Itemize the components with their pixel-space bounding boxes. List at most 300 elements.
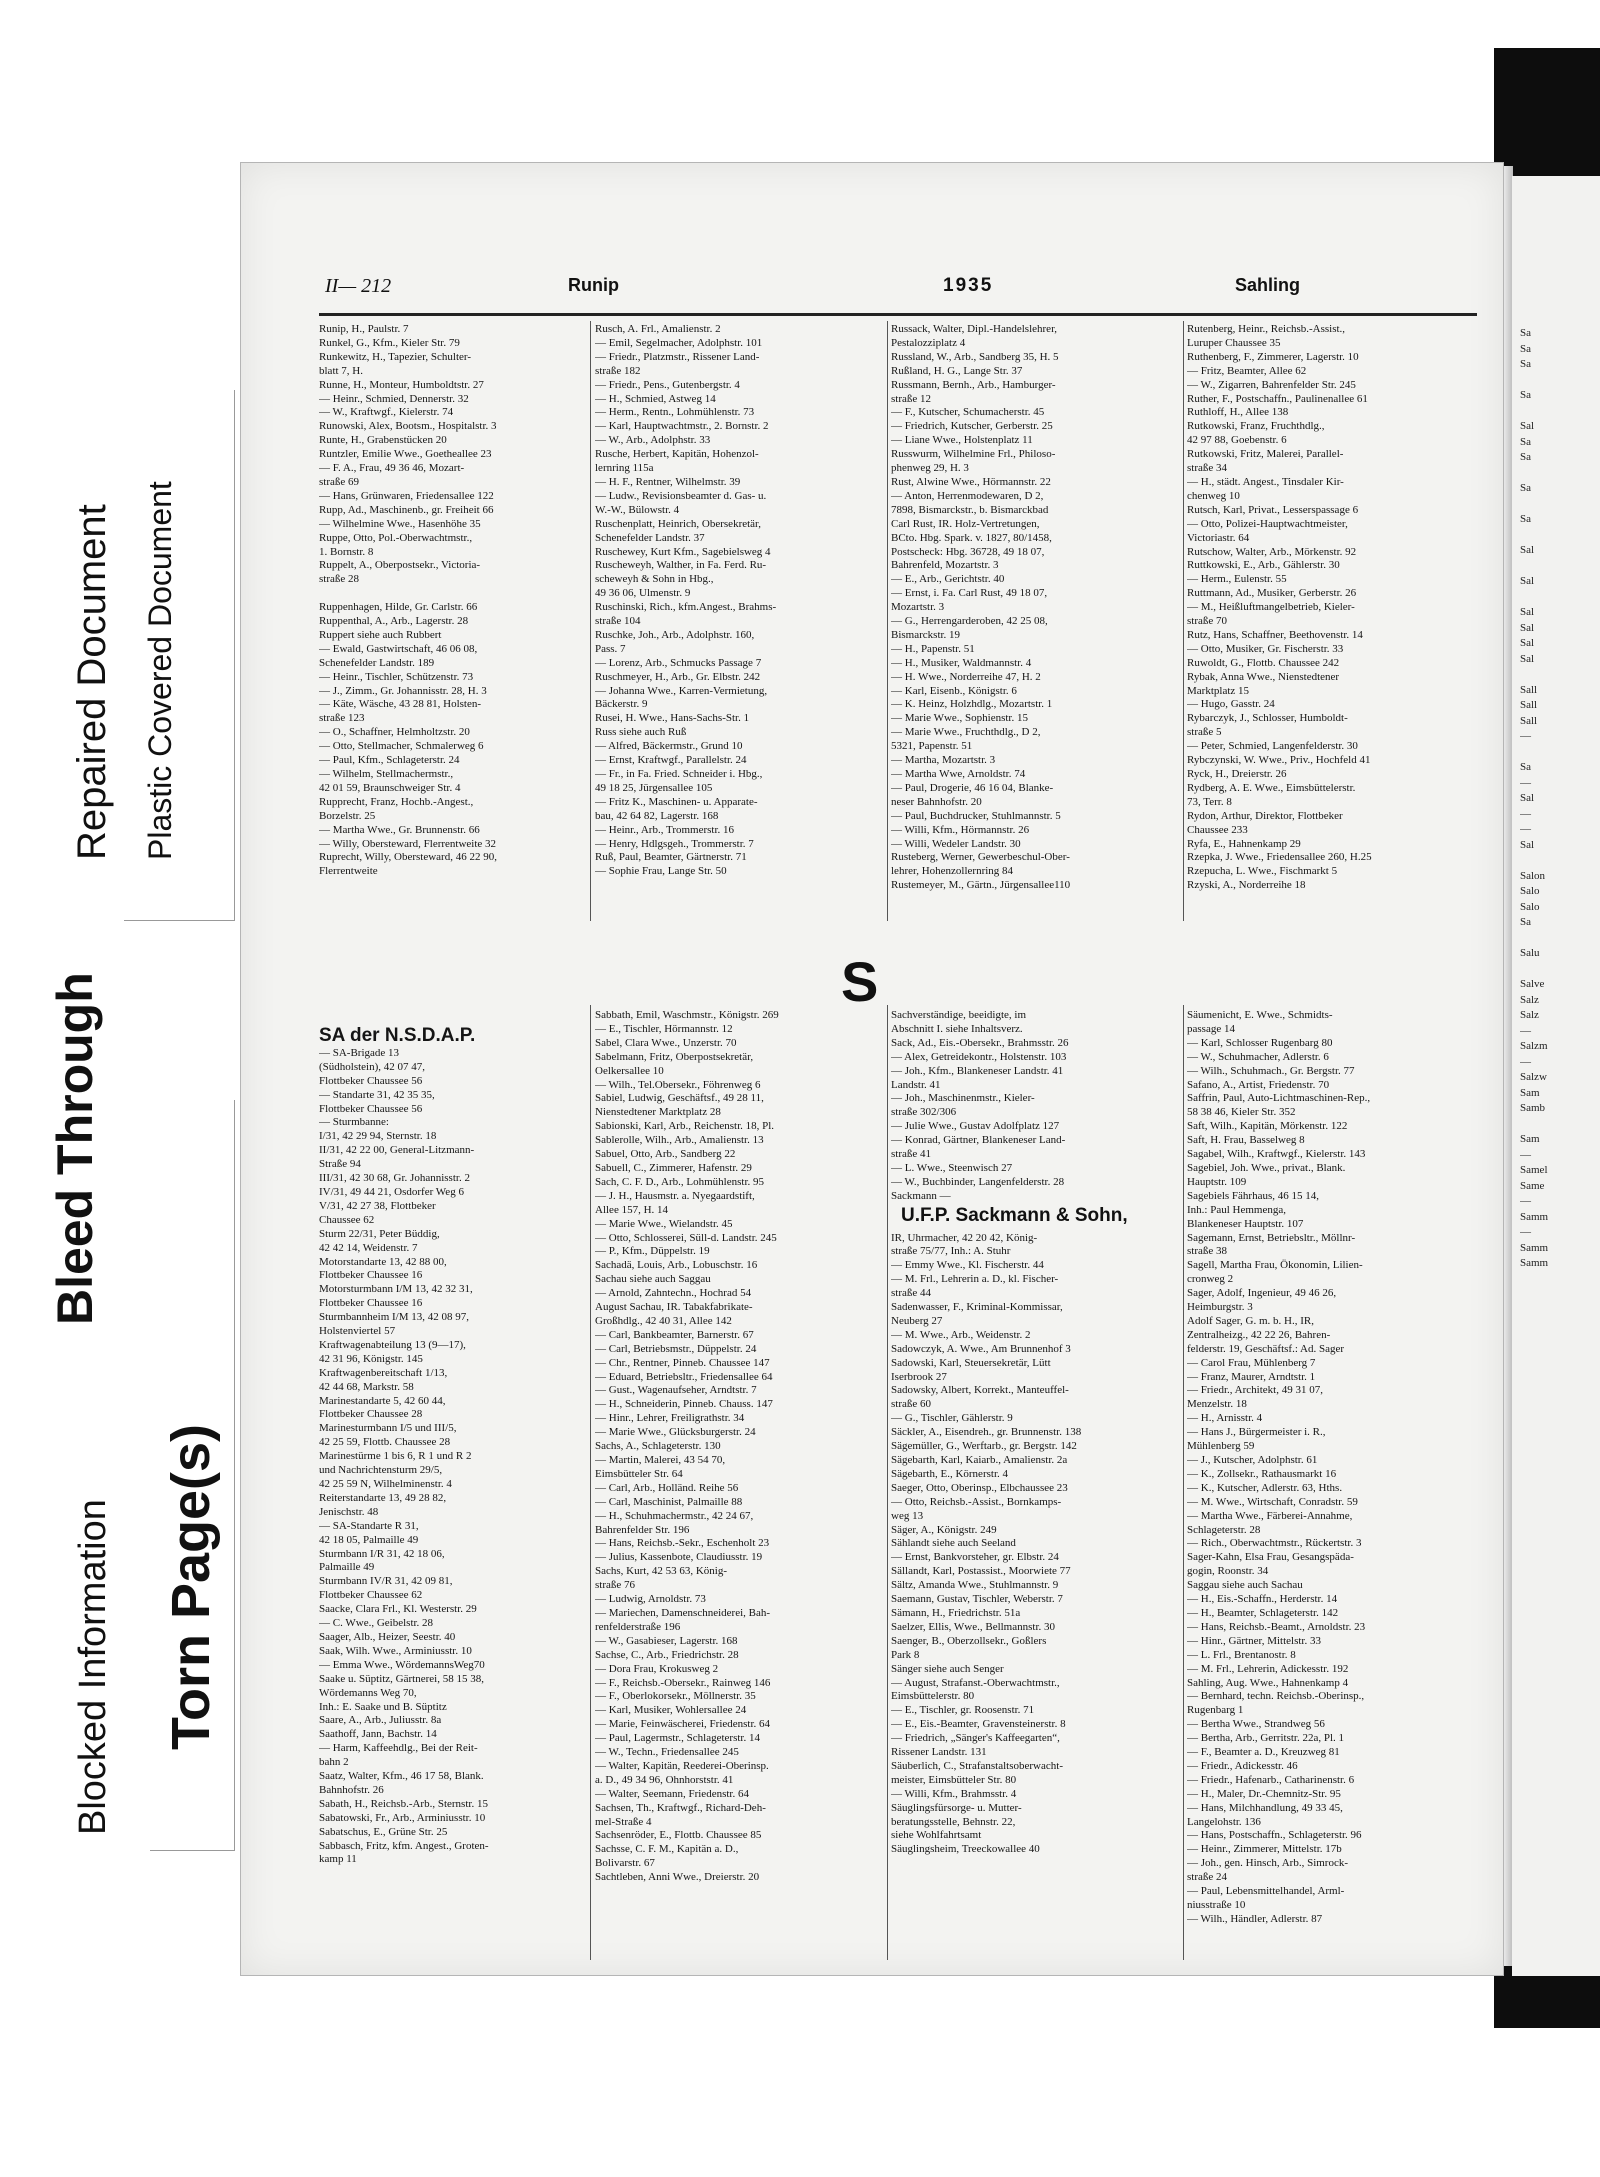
directory-entry: straße 34 [1187, 462, 1228, 475]
directory-entry: Sachs, A., Schlageterstr. 130 [595, 1440, 721, 1453]
directory-entry: Sager, Adolf, Ingenieur, 49 46 26, [1187, 1287, 1337, 1300]
directory-entry: Sa [1520, 327, 1531, 339]
directory-entry: Kraftwagenbereitschaft 1/13, [319, 1366, 448, 1379]
directory-entry: lernring 115a [595, 462, 654, 475]
directory-entry: — Wilhelm, Stellmachermstr., [319, 768, 454, 780]
directory-entry: Rust, Alwine Wwe., Hörmannstr. 22 [891, 475, 1051, 488]
directory-entry: IR, Uhrmacher, 42 20 42, König- [891, 1231, 1038, 1244]
directory-entry: — Willy, Obersteward, Flerrentweite 32 [319, 837, 497, 850]
directory-entry: Sabbasch, Fritz, kfm. Angest., Groten- [319, 1839, 489, 1852]
directory-entry: Sabel, Clara Wwe., Unzerstr. 70 [595, 1036, 737, 1049]
directory-entry: Menzelstr. 18 [1187, 1398, 1247, 1411]
directory-entry: Chaussee 233 [1187, 823, 1248, 836]
directory-entry: Saggau siehe auch Sachau [1187, 1579, 1303, 1592]
directory-entry: straße 24 [1187, 1871, 1228, 1884]
directory-entry: Sadenwasser, F., Kriminal-Kommissar, [891, 1301, 1063, 1314]
directory-entry: 1. Bornstr. 8 [319, 545, 374, 558]
directory-entry: Rutz, Hans, Schaffner, Beethovenstr. 14 [1187, 628, 1363, 641]
directory-entry: Bahnhofstr. 26 [319, 1783, 384, 1796]
directory-entry: — G., Tischler, Gählerstr. 9 [891, 1412, 1013, 1425]
directory-entry: — Otto, Stellmacher, Schmalerweg 6 [319, 740, 484, 753]
directory-entry: Sal [1520, 838, 1535, 851]
directory-entry: Ruppe, Otto, Pol.-Oberwachtmstr., [319, 531, 473, 544]
directory-entry: Ryck, H., Dreierstr. 26 [1187, 768, 1287, 780]
directory-entry: Sachau siehe auch Saggau [595, 1273, 711, 1286]
header-first-word: Runip [568, 275, 619, 295]
directory-entry: — Anton, Herrenmodewaren, D 2, [891, 489, 1044, 502]
directory-entry: Russwurm, Wilhelmine Frl., Philoso- [891, 448, 1056, 461]
directory-entry: Sal [1520, 652, 1535, 665]
directory-entry: — Ernst, Kraftwgf., Parallelstr. 24 [595, 754, 747, 767]
directory-entry: — Karl, Schlosser Rugenbarg 80 [1187, 1036, 1333, 1049]
directory-entry: — Eduard, Betriebsltr., Friedensallee 64 [595, 1370, 773, 1383]
directory-entry: Abschnitt I. siehe Inhaltsverz. [891, 1022, 1023, 1035]
directory-entry: Sällandt, Karl, Postassist., Moorwiete 77 [891, 1565, 1071, 1578]
directory-entry: — W., Buchbinder, Langenfelderstr. 28 [891, 1175, 1065, 1188]
directory-entry [1520, 853, 1600, 869]
directory-entry: straße 76 [595, 1579, 636, 1592]
directory-entry: Borzelstr. 25 [319, 809, 376, 822]
directory-entry: — Hinr., Gärtner, Mittelstr. 33 [1187, 1634, 1321, 1647]
directory-entry: — Walter, Seemann, Friedenstr. 64 [595, 1787, 749, 1800]
directory-entry: — Otto, Musiker, Gr. Fischerstr. 33 [1187, 642, 1344, 655]
directory-entry: Sagemann, Ernst, Betriebsltr., Möllnr- [1187, 1231, 1356, 1244]
directory-entry: 7898, Bismarckstr., b. Bismarckbad [891, 503, 1049, 516]
directory-entry: — E., Tischler, gr. Roosenstr. 71 [891, 1704, 1035, 1717]
directory-entry: — Karl, Hauptwachtmstr., 2. Bornstr. 2 [595, 420, 769, 433]
directory-entry: Ruscheweyh, Walther, in Fa. Ferd. Ru- [595, 559, 767, 572]
directory-entry: Nienstedtener Marktplatz 28 [595, 1106, 721, 1119]
directory-entry: Reiterstandarte 13, 49 28 82, [319, 1491, 447, 1504]
directory-entry: — W., Gasabieser, Lagerstr. 168 [595, 1634, 738, 1647]
directory-entry: Pestalozziplatz 4 [891, 336, 966, 349]
directory-entry: Sachs, Kurt, 42 53 63, König- [595, 1565, 727, 1578]
directory-entry: Sänger siehe auch Senger [891, 1662, 1004, 1675]
directory-entry: Sa [1520, 451, 1531, 463]
directory-entry: — Chr., Rentner, Pinneb. Chaussee 147 [595, 1356, 770, 1369]
directory-entry: — F., Reichsb.-Obersekr., Rainweg 146 [595, 1676, 771, 1689]
directory-entry: — H., Maler, Dr.-Chemnitz-Str. 95 [1187, 1787, 1341, 1800]
directory-entry: Rybarczyk, J., Schlosser, Humboldt- [1187, 712, 1348, 725]
directory-entry: — Bernhard, techn. Reichsb.-Oberinsp., [1187, 1690, 1365, 1703]
directory-entry: — Fr., in Fa. Fried. Schneider i. Hbg., [595, 768, 763, 780]
directory-entry: — W., Zigarren, Bahrenfelder Str. 245 [1187, 378, 1356, 391]
directory-entry: Ruttkowski, E., Arb., Gählerstr. 30 [1187, 559, 1340, 572]
directory-entry: — SA-Brigade 13 [319, 1046, 400, 1059]
directory-entry: — Mariechen, Damenschneiderei, Bah- [595, 1606, 771, 1619]
directory-entry: Sam [1520, 1133, 1540, 1145]
directory-entry: Rydberg, A. E. Wwe., Eimsbüttelerstr. [1187, 781, 1356, 794]
directory-entry: Sägebarth, Karl, Kaiarb., Amalienstr. 2a [891, 1454, 1068, 1466]
directory-entry: Großhdlg., 42 40 31, Allee 142 [595, 1314, 732, 1327]
directory-entry [1520, 590, 1600, 606]
directory-entry: Oelkersallee 10 [595, 1064, 664, 1077]
directory-entry: Salzw [1520, 1071, 1547, 1083]
directory-entry: — Herm., Eulenstr. 55 [1187, 573, 1287, 586]
directory-entry: Runkel, G., Kfm., Kieler Str. 79 [319, 336, 460, 349]
page-number: II— 212 [325, 275, 392, 297]
directory-entry: chenweg 10 [1187, 489, 1240, 502]
directory-entry: — Friedr., Platzmstr., Rissener Land- [595, 350, 760, 363]
directory-entry: — E., Eis.-Beamter, Gravensteinerstr. 8 [891, 1718, 1066, 1731]
directory-entry: — H. Wwe., Norderreihe 47, H. 2 [891, 670, 1041, 683]
directory-entry: bau, 42 64 82, Lagerstr. 168 [595, 809, 719, 822]
directory-entry: Sturm 22/31, Peter Büddig, [319, 1227, 440, 1240]
directory-entry: Rupprecht, Franz, Hochb.-Angest., [319, 795, 474, 808]
directory-entry: Neuberg 27 [891, 1314, 943, 1327]
directory-entry: Flottbeker Chaussee 62 [319, 1589, 423, 1602]
directory-entry: — Friedr., Hafenarb., Catharinenstr. 6 [1187, 1773, 1355, 1786]
directory-entry: a. D., 49 34 96, Ohnhorststr. 41 [595, 1773, 734, 1786]
directory-entry: — W., Arb., Adolphstr. 33 [595, 434, 711, 447]
bottom-column-1-entries [319, 1047, 587, 1867]
directory-entry: — Peter, Schmied, Langenfelderstr. 30 [1187, 740, 1358, 753]
directory-entry: Rydon, Arthur, Direktor, Flottbeker [1187, 809, 1343, 822]
label-bleed-through: Bleed Through [47, 972, 103, 1325]
directory-entry: straße 302/306 [891, 1106, 957, 1119]
directory-entry: renfelderstraße 196 [595, 1620, 681, 1633]
directory-entry: — Bertha Wwe., Strandweg 56 [1187, 1718, 1325, 1731]
directory-entry: Ruprecht, Willy, Obersteward, 46 22 90, [319, 851, 497, 864]
directory-entry: — H., städt. Angest., Tinsdaler Kir- [1187, 475, 1344, 488]
directory-entry: Samel [1520, 1164, 1548, 1176]
directory-entry: Sabath, H., Reichsb.-Arb., Sternstr. 15 [319, 1797, 488, 1810]
directory-entry: felderstr. 19, Geschäftsf.: Ad. Sager [1187, 1342, 1345, 1355]
directory-entry: Sa [1520, 761, 1531, 773]
directory-entry: — Emma Wwe., WördemannsWeg70 [319, 1658, 485, 1671]
directory-entry: Sadowczyk, A. Wwe., Am Brunnenhof 3 [891, 1342, 1071, 1355]
directory-entry: Ruschewey, Kurt Kfm., Sagebielsweg 4 [595, 545, 771, 558]
directory-entry: — Paul, Lebensmittelhandel, Arml- [1187, 1885, 1345, 1898]
directory-entry: Bahrenfelder Str. 196 [595, 1523, 690, 1536]
directory-entry: — M., Heißluftmangelbetrieb, Kieler- [1187, 601, 1355, 614]
directory-entry: — Wilh., Tel.Obersekr., Föhrenweg 6 [595, 1078, 761, 1091]
directory-entry: — Willi, Wedeler Landstr. 30 [891, 837, 1021, 850]
directory-entry: kamp 11 [319, 1853, 357, 1866]
directory-entry: Flottbeker Chaussee 28 [319, 1408, 423, 1421]
directory-entry: Salz [1520, 993, 1539, 1006]
directory-entry: Sabiel, Ludwig, Geschäftsf., 49 28 11, [595, 1092, 764, 1105]
directory-entry: — Paul, Kfm., Schlageterstr. 24 [319, 754, 460, 767]
label-torn-pages: Torn Page(s) [161, 1423, 221, 1750]
directory-entry: Ruschinski, Rich., kfm.Angest., Brahms- [595, 601, 777, 614]
directory-entry: Rustemeyer, M., Gärtn., Jürgensallee110 [891, 879, 1071, 892]
header-rule [319, 313, 1477, 316]
directory-entry: 42 97 88, Goebenstr. 6 [1187, 434, 1287, 447]
header-last-word: Sahling [1235, 275, 1301, 295]
directory-entry: Sam [1520, 1086, 1540, 1099]
directory-entry: Marinesturmbann I/5 und III/5, [319, 1422, 457, 1435]
directory-entry: Sachsenröder, E., Flottb. Chaussee 85 [595, 1829, 762, 1842]
directory-entry: Sal [1520, 606, 1535, 618]
directory-entry: — Sturmbanne: [319, 1116, 389, 1129]
bottom-column-1 [319, 1025, 587, 1867]
directory-entry: — Karl, Eisenb., Königstr. 6 [891, 684, 1017, 697]
directory-entry: — [1520, 730, 1531, 742]
directory-entry: Inh.: E. Saake und B. Süptitz [319, 1700, 447, 1713]
directory-entry: Sachsse, C. F. M., Kapitän a. D., [595, 1843, 739, 1856]
directory-entry: Ruschke, Joh., Arb., Adolphstr. 160, [595, 628, 755, 641]
directory-entry: — [1520, 1195, 1531, 1207]
directory-entry: — G., Herrengarderoben, 42 25 08, [891, 615, 1048, 628]
top-column-1 [319, 323, 587, 879]
directory-entry: — Liane Wwe., Holstenplatz 11 [891, 434, 1033, 447]
directory-entry: Saacke, Clara Frl., Kl. Westerstr. 29 [319, 1603, 477, 1616]
directory-entry: Runtzler, Emilie Wwe., Goetheallee 23 [319, 448, 492, 461]
directory-entry: passage 14 [1187, 1022, 1235, 1035]
directory-entry: Flottbeker Chaussee 56 [319, 1074, 423, 1087]
directory-entry: Rutschow, Walter, Arb., Mörkenstr. 92 [1187, 545, 1357, 558]
directory-entry: — Fritz K., Maschinen- u. Apparate- [595, 795, 758, 808]
label-repaired-document: Repaired Document [70, 504, 114, 860]
sa-heading: SA der N.S.D.A.P. [319, 1025, 476, 1046]
directory-entry: Sturmbannheim I/M 13, 42 08 97, [319, 1311, 470, 1324]
directory-entry: — Heinr., Zimmerer, Mittelstr. 17b [1187, 1843, 1342, 1856]
directory-entry: — Ludw., Revisionsbeamter d. Gas- u. [595, 489, 767, 502]
directory-entry: Sall [1520, 683, 1538, 696]
directory-entry: — F. A., Frau, 49 36 46, Mozart- [319, 462, 465, 475]
directory-entry: Rutsch, Karl, Privat., Lesserspassage 6 [1187, 503, 1359, 516]
directory-entry: Sachadä, Louis, Arb., Lobuschstr. 16 [595, 1259, 758, 1272]
directory-entry: — W., Schuhmacher, Adlerstr. 6 [1187, 1050, 1329, 1063]
directory-entry: — Martha Wwe., Färberei-Annahme, [1187, 1509, 1353, 1522]
directory-entry: — K., Kutscher, Adlerstr. 63, Hths. [1187, 1481, 1343, 1494]
directory-entry: lehrer, Hohenzollernring 84 [891, 865, 1014, 878]
section-letter: S [841, 950, 879, 1013]
directory-entry: straße 28 [319, 573, 360, 586]
directory-entry: — Wilh., Händler, Adlerstr. 87 [1187, 1912, 1323, 1925]
directory-entry: — Carl, Betriebsmstr., Düppelstr. 24 [595, 1342, 757, 1355]
directory-entry: — Konrad, Gärtner, Blankeneser Land- [891, 1134, 1066, 1147]
directory-entry: Russack, Walter, Dipl.-Handelslehrer, [891, 323, 1058, 335]
directory-entry: I/31, 42 29 94, Sternstr. 18 [319, 1130, 437, 1143]
directory-entry: blatt 7, H. [319, 364, 363, 377]
column-divider [590, 1005, 591, 1960]
directory-entry: weg 13 [891, 1509, 924, 1522]
directory-entry: Sabatowski, Fr., Arb., Arminiusstr. 10 [319, 1811, 486, 1824]
directory-entry: — M. Frl., Lehrerin, Adickesstr. 192 [1187, 1662, 1349, 1675]
directory-entry: — Hinr., Lehrer, Freiligrathstr. 34 [595, 1412, 745, 1425]
directory-entry: — Hugo, Gasstr. 24 [1187, 698, 1275, 711]
directory-entry: Safano, A., Artist, Friedenstr. 70 [1187, 1078, 1330, 1091]
directory-entry: — M. Wwe., Wirtschaft, Conradstr. 59 [1187, 1495, 1358, 1508]
directory-entry: Ruppelt, A., Oberpostsekr., Victoria- [319, 559, 481, 572]
directory-entry: III/31, 42 30 68, Gr. Johannisstr. 2 [319, 1172, 470, 1185]
directory-entry: Runowski, Alex, Bootsm., Hospitalstr. 3 [319, 420, 497, 433]
directory-entry: Sadowsky, Albert, Korrekt., Manteuffel- [891, 1384, 1069, 1397]
directory-entry: meister, Eimsbütteler Str. 80 [891, 1773, 1017, 1786]
directory-entry: — Rich., Oberwachtmstr., Rückertstr. 3 [1187, 1537, 1362, 1550]
directory-entry: Ruthloff, H., Allee 138 [1187, 406, 1289, 419]
directory-entry: — [1520, 1024, 1531, 1037]
directory-entry: Schenefelder Landstr. 189 [319, 656, 435, 669]
directory-page [240, 162, 1504, 1976]
header-year: 1935 [943, 275, 994, 296]
directory-entry: — W., Kraftwgf., Kielerstr. 74 [319, 406, 454, 419]
directory-entry: — Dora Frau, Krokusweg 2 [595, 1662, 719, 1675]
directory-entry: Säuglingsheim, Treeckowallee 40 [891, 1843, 1040, 1856]
directory-entry [1520, 466, 1600, 482]
directory-entry: straße 69 [319, 475, 360, 488]
directory-entry: — H. F., Rentner, Wilhelmstr. 39 [595, 475, 741, 488]
directory-entry [1520, 497, 1600, 513]
directory-entry: — Paul, Lagermstr., Schlageterstr. 14 [595, 1732, 760, 1745]
directory-entry: Sagebiel, Joh. Wwe., privat., Blank. [1187, 1161, 1346, 1174]
directory-entry: scheweyh & Sohn in Hbg., [595, 573, 714, 586]
directory-entry: straße 123 [319, 712, 365, 725]
directory-entry: straße 44 [891, 1287, 932, 1300]
directory-entry: 58 38 46, Kieler Str. 352 [1187, 1106, 1296, 1119]
directory-entry: Sack, Ad., Eis.-Obersekr., Brahmsstr. 26 [891, 1036, 1069, 1049]
directory-entry: Samm [1520, 1241, 1549, 1254]
directory-entry: — L. Wwe., Steenwisch 27 [891, 1161, 1013, 1174]
directory-entry: Saak, Wilh. Wwe., Arminiusstr. 10 [319, 1644, 472, 1657]
directory-entry: Samb [1520, 1102, 1546, 1114]
directory-entry: — Julie Wwe., Gustav Adolfplatz 127 [891, 1120, 1060, 1133]
directory-entry: Park 8 [891, 1648, 920, 1661]
directory-entry: Sal [1520, 637, 1535, 649]
directory-entry: Salo [1520, 900, 1540, 913]
directory-entry: — [1520, 823, 1531, 835]
directory-entry: — H., Schneiderin, Pinneb. Chauss. 147 [595, 1398, 773, 1411]
directory-entry: Ruther, F., Postschaffn., Paulinenallee 61 [1187, 392, 1368, 405]
directory-entry: Bismarckstr. 19 [891, 628, 961, 641]
directory-entry: — Johanna Wwe., Karren-Vermietung, [595, 684, 768, 697]
directory-entry: gogin, Roonstr. 34 [1187, 1565, 1269, 1578]
directory-entry: Eimsbütteler Str. 64 [595, 1467, 683, 1480]
directory-entry: Russmann, Bernh., Arb., Hamburger- [891, 378, 1056, 391]
directory-entry: Runne, H., Monteur, Humboldtstr. 27 [319, 378, 484, 391]
directory-entry: — Standarte 31, 42 35 35, [319, 1088, 435, 1101]
directory-entry: Mühlenberg 59 [1187, 1440, 1255, 1453]
directory-entry: Sachtleben, Anni Wwe., Dreierstr. 20 [595, 1871, 760, 1884]
directory-entry: — Martha Wwe., Gr. Brunnenstr. 66 [319, 823, 480, 836]
directory-entry: — W., Techn., Friedensallee 245 [595, 1746, 739, 1759]
directory-entry: — J., Zimm., Gr. Johannisstr. 28, H. 3 [319, 684, 487, 697]
directory-entry: Wördemanns Weg 70, [319, 1686, 417, 1699]
directory-entry: Salzm [1520, 1040, 1548, 1052]
directory-entry: — Otto, Reichsb.-Assist., Bornkamps- [891, 1495, 1062, 1508]
directory-entry: — Sophie Frau, Lange Str. 50 [595, 865, 727, 878]
label-strip-plastic [124, 390, 235, 921]
directory-entry: Marktplatz 15 [1187, 684, 1250, 697]
directory-entry: Saemann, Gustav, Tischler, Weberstr. 7 [891, 1593, 1063, 1606]
directory-entry: Rupp, Ad., Maschinenb., gr. Freiheit 66 [319, 503, 494, 516]
directory-entry: straße 5 [1187, 726, 1222, 739]
directory-entry: 42 42 14, Weidenstr. 7 [319, 1241, 418, 1254]
directory-entry: Salu [1520, 947, 1540, 959]
directory-entry: — Martha, Mozartstr. 3 [891, 754, 996, 767]
directory-entry: Saeger, Otto, Oberinsp., Elbchaussee 23 [891, 1481, 1068, 1494]
directory-entry: August Sachau, IR. Tabakfabrikate- [595, 1301, 753, 1314]
directory-entry: — Heinr., Tischler, Schützenstr. 73 [319, 670, 474, 683]
directory-entry: — Willi, Kfm., Brahmsstr. 4 [891, 1787, 1017, 1800]
directory-entry: Iserbrook 27 [891, 1370, 947, 1383]
directory-entry: Victoriastr. 64 [1187, 531, 1250, 544]
directory-entry: Marinestürme 1 bis 6, R 1 und R 2 [319, 1450, 472, 1463]
directory-entry: Eimsbüttelerstr. 80 [891, 1690, 975, 1703]
directory-entry: und Nachrichtensturm 29/5, [319, 1464, 443, 1477]
directory-entry: beratungsstelle, Behnstr. 22, [891, 1815, 1016, 1828]
directory-entry: Same [1520, 1179, 1545, 1192]
directory-entry: 42 25 59, Flottb. Chaussee 28 [319, 1436, 451, 1449]
directory-entry: cronweg 2 [1187, 1273, 1234, 1286]
column-divider [887, 1005, 888, 1960]
directory-entry: — Joh., gen. Hinsch, Arb., Simrock- [1187, 1857, 1349, 1870]
directory-entry: Rugenbarg 1 [1187, 1704, 1244, 1717]
directory-entry: — Alex, Getreidekontr., Holstenstr. 103 [891, 1050, 1067, 1063]
directory-entry: Holstenviertel 57 [319, 1325, 396, 1338]
directory-entry: — Wilh., Schuhmach., Gr. Bergstr. 77 [1187, 1064, 1355, 1077]
directory-entry: — SA-Standarte R 31, [319, 1519, 419, 1532]
directory-entry: — Martin, Malerei, 43 54 70, [595, 1454, 726, 1466]
directory-entry: — Käte, Wäsche, 43 28 81, Holsten- [319, 698, 482, 711]
directory-entry: — Friedr., Adickesstr. 46 [1187, 1759, 1298, 1772]
column-divider [1183, 321, 1184, 921]
directory-entry: Zentralheizg., 42 22 26, Bahren- [1187, 1328, 1331, 1341]
directory-entry: — Marie Wwe., Glücksburgerstr. 24 [595, 1426, 756, 1439]
directory-entry: Rzepka, J. Wwe., Friedensallee 260, H.25 [1187, 851, 1372, 864]
directory-entry: Rusch, A. Frl., Amalienstr. 2 [595, 323, 721, 335]
directory-entry: Sturmbann IV/R 31, 42 09 81, [319, 1575, 453, 1588]
directory-entry: Saft, H. Frau, Basselweg 8 [1187, 1134, 1305, 1147]
directory-entry: Saake u. Süptitz, Gärtnerei, 58 15 38, [319, 1672, 484, 1685]
directory-entry: Sagell, Martha Frau, Ökonomin, Lilien- [1187, 1259, 1363, 1272]
directory-entry: Pass. 7 [595, 642, 626, 655]
directory-entry: — Hans, Postschaffn., Schlageterstr. 96 [1187, 1829, 1362, 1842]
directory-entry: — Willi, Kfm., Hörmannstr. 26 [891, 823, 1030, 836]
directory-entry: — Friedrich, Kutscher, Gerberstr. 25 [891, 420, 1053, 433]
directory-entry: Säuberlich, C., Strafanstaltsoberwacht- [891, 1759, 1063, 1772]
directory-entry: — Marie Wwe., Fruchthdlg., D 2, [891, 726, 1041, 739]
directory-entry: Sägemüller, G., Werftarb., gr. Bergstr. 142 [891, 1440, 1077, 1453]
directory-entry: — Carl, Arb., Holländ. Reihe 56 [595, 1481, 739, 1494]
directory-entry: Bäckerstr. 9 [595, 698, 648, 711]
directory-entry: Sal [1520, 544, 1535, 556]
directory-entry: — F., Beamter a. D., Kreuzweg 81 [1187, 1746, 1340, 1759]
directory-entry: — E., Tischler, Hörmannstr. 12 [595, 1022, 733, 1035]
directory-entry: Rybczynski, W. Wwe., Priv., Hochfeld 41 [1187, 754, 1371, 767]
directory-entry: straße 75/77, Inh.: A. Stuhr [891, 1245, 1011, 1258]
directory-entry: 42 01 59, Braunschweiger Str. 4 [319, 781, 461, 794]
directory-entry: Sa [1520, 916, 1531, 928]
directory-entry: Sal [1520, 420, 1535, 432]
directory-entry: Sall [1520, 714, 1538, 727]
directory-entry: — Karl, Musiker, Wohlersallee 24 [595, 1704, 747, 1717]
directory-entry [1520, 1117, 1600, 1133]
directory-entry: Allee 157, H. 14 [595, 1203, 669, 1216]
directory-entry: — Martha Wwe, Arnoldstr. 74 [891, 768, 1026, 780]
directory-entry: Ruwoldt, G., Flottb. Chaussee 242 [1187, 656, 1340, 669]
directory-entry: Saffrin, Paul, Auto-Lichtmaschinen-Rep., [1187, 1092, 1371, 1105]
directory-entry: Russ siehe auch Ruß [595, 726, 687, 739]
directory-entry: Flerrentweite [319, 865, 378, 878]
directory-entry: — Wilhelmine Wwe., Hasenhöhe 35 [319, 517, 481, 530]
directory-entry: Rusteberg, Werner, Gewerbeschul-Ober- [891, 851, 1070, 864]
directory-entry: Sal [1520, 621, 1535, 634]
directory-entry: Flottbeker Chaussee 16 [319, 1269, 423, 1282]
bottom-column-2 [595, 1009, 883, 1885]
directory-entry: Ruttmann, Ad., Musiker, Gerberstr. 26 [1187, 587, 1357, 600]
directory-entry: — [1520, 1148, 1531, 1161]
directory-entry: Motorstandarte 13, 42 88 00, [319, 1255, 447, 1268]
directory-entry: Sabuel, Otto, Arb., Sandberg 22 [595, 1148, 736, 1161]
directory-entry: Rzyski, A., Norderreihe 18 [1187, 879, 1306, 892]
directory-entry: Flottbeker Chaussee 56 [319, 1102, 423, 1115]
directory-entry: Sachse, C., Arb., Friedrichstr. 28 [595, 1648, 739, 1661]
directory-entry: Ruppenhagen, Hilde, Gr. Carlstr. 66 [319, 601, 478, 614]
bottom-column-3 [891, 1009, 1179, 1857]
